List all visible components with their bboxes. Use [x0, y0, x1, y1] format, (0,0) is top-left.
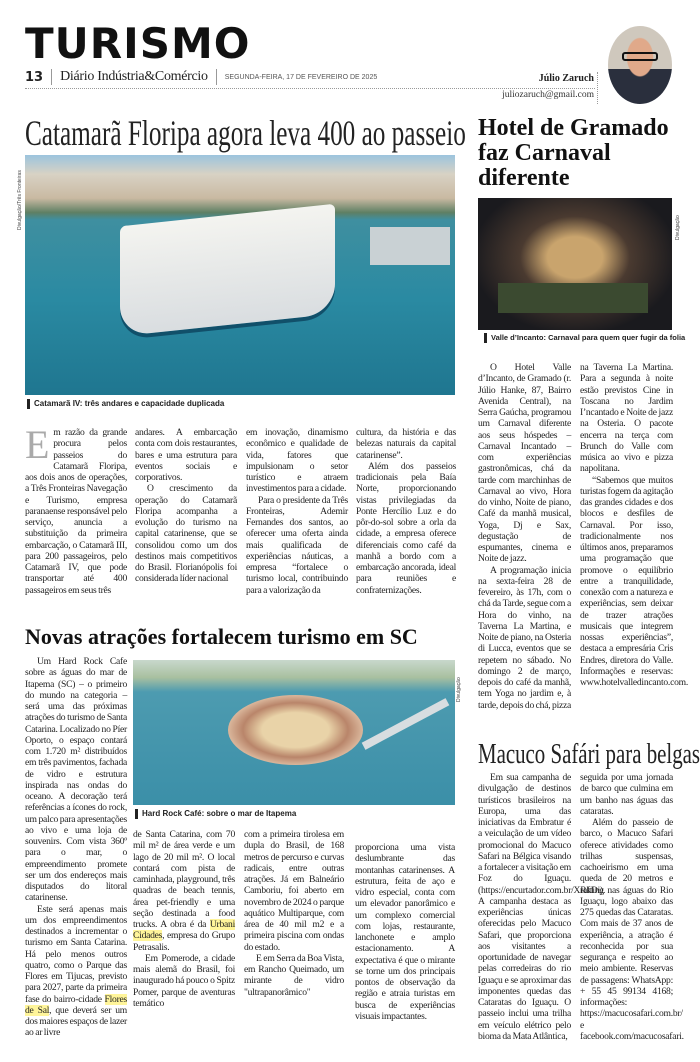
article-column [580, 772, 684, 1042]
paragraph: Em sua campanha de divulgação de destinos turísticos brasileiros na Europa, uma das iniciativas da Embratur é a veiculação de um vídeo promocional do Macuco Safari na Bélgica visando a fortalecer a visitação em Foz do Iguaçu. (https://encurtador.com.br/XRkDi). A campanha destaca as experiências únicas oferecidas pelo Macuco Safari, que proporciona aos visitantes a oportunidade de navegar pelas corredeiras do rio Iguaçu e se aproximar das imponentes quedas das Cataratas do Iguaçu. O passeio inclui uma trilha em veículo elétrico pelo bioma da Mata Atlântica, [478, 772, 606, 1042]
paragraph: E em Serra da Boa Vista, em Rancho Queimado, um mirante de vidro "ultrapanorâmico" [244, 952, 344, 998]
article-column [478, 362, 571, 711]
paragraph: O Hotel Valle d’Incanto, de Gramado (r. Júlio Hanke, 87, Bairro Avenida Central), na Serra Gaúcha, programou um Carnaval diferente aos seus hóspedes – Carnaval Incantado – com experiências gastronômicas, chá da tarde com marchinhas de Carnaval ao vivo, Hora do vinho, Noite de piano, Café da manhã musical, Yoga, Dj e Sax, degustação de espumantes, cinema e Noite de jazz. [478, 362, 571, 565]
paragraph: Para o presidente da Três Fronteiras, Ademir Fernandes dos santos, ao oferecer uma oferta ainda mais qualificada de experiências náuticas, a empresa “fortalece o turismo local, contribuindo para a valorização da [246, 494, 348, 596]
divider [216, 69, 217, 85]
headline-novas-atracoes: Novas atrações fortalecem turismo em SC [25, 624, 418, 649]
headline-catamara: Catamarã Floripa agora leva 400 ao passeio [25, 113, 466, 153]
issue-date: SEGUNDA-FEIRA, 17 DE FEVEREIRO DE 2025 [224, 73, 378, 81]
paragraph: “Sabemos que muitos turistas fogem da agitação das grandes cidades e dos blocos e desfiles de Carnaval. Por isso, tradicionalmente nos últimos anos, preparamos uma programação que promove o equilíbrio entre a tranquilidade, conexão com a natureza e experiências, sem deixar de trazer atrações musicais que integrem nossas experiências”, destaca a empresária Cris Endres, diretora do Valle. Informações e reservas: www.hotelvalledincanto.com. [580, 474, 688, 688]
article-column [133, 829, 235, 1009]
paragraph: m razão da grande procura pelos passeios do Catamarã Floripa, aos dois anos de operações, a Três Fronteiras Navegação e Turismo, empresa paranaense responsável pelo serviço, anuncia a substituição da primeira embarcação, o Catamarã III, para 200 passageiros, pelo Catamarã IV, que pode transportar até 400 passageiros em seus três [25, 427, 127, 596]
article-column [25, 422, 127, 596]
masthead [25, 68, 377, 86]
article-column [580, 362, 688, 688]
paragraph: Além dos passeios tradicionais pela Baía Norte, proporcionando vistas privilegiadas da Ponte Hercílio Luz e do pôr-do-sol sobre a orla da cidade, a empresa oferece diferenciais como café da manhã a bordo com a embarcação ancorada, ideal para reuniões e confraternizações. [356, 460, 456, 596]
divider [597, 72, 598, 104]
paragraph: Além do passeio de barco, o Macuco Safari oferece atividades como trilhas suspensas, cachoeirismo em uma queda de 20 metros e rafting nas águas do Rio Iguaçu, logo abaixo das 275 quedas das Cataratas. Com mais de 37 anos de experiência, a atração é reconhecida por sua segurança e respeito ao meio ambiente. Reservas de passagens: WhatsApp: + 55 45 99134 4168; informações: https://macucosafari.com.br/ e facebook.com/macucosafari. [580, 817, 684, 1042]
avatar-glasses [622, 52, 658, 61]
paragraph: Em Pomerode, a cidade mais alemã do Brasil, foi inaugurado há pouco o Spitz Pomer, parque de aventuras temático [133, 952, 235, 1009]
newspaper-name: Diário Indústria&Comércio [60, 69, 208, 84]
paragraph: A programação inicia na sexta-feira 28 de fevereiro, às 17h, com o chá da Tarde, segue com a Hora do vinho, na Taverna La Martina, e Noite de piano, na Osteria di Lucca, eventos que se repetem no sábado. No domingo 2 de março, depois do café da manhã, tem Yoga no jardim e, à tarde, depois do chá, pizza [478, 564, 572, 711]
photo-credit: Divulgação [456, 677, 462, 702]
author-avatar [608, 26, 672, 104]
article-column [355, 842, 455, 1022]
photo-caption: Hard Rock Café: sobre o mar de Itapema [135, 809, 296, 819]
paragraph: andares. A embarcação conta com dois restaurantes, bares e uma estrutura para eventos sociais e corporativos. [135, 427, 237, 483]
section-title: TURISMO [25, 19, 251, 68]
paragraph: , empresa do Grupo Petrasalis. [133, 930, 235, 953]
catamaran-boat [120, 204, 335, 337]
paragraph: cultura, da história e das belezas naturais da capital catarinense”. [356, 427, 456, 461]
pier [370, 227, 450, 265]
highlighted-link[interactable]: Flores de Sal [25, 993, 127, 1016]
article-column [244, 829, 344, 998]
author-name: Júlio Zaruch [538, 73, 594, 84]
paragraph: Um Hard Rock Cafe sobre as águas do mar de Itapema (SC) – o primeiro do mundo na categoria – será uma das próximas atrações do turismo de Santa Catarina. Localizado no Píer Oporto, o espaço contará com 1.720 m² distribuídos em três pavimentos, fachada de vidro e estrutura inspirada nas ondas do oceano. A decoração terá referências a ícones do rock, um palco para apresentações ao vivo e uma loja de souvenirs. Com vista 360º para o mar, o empreendimento promete ser um dos endereços mais disputados do litoral catarinense. [25, 656, 127, 904]
article-column [478, 772, 606, 1042]
article-column [135, 427, 237, 585]
headline-macuco-safari: Macuco Safári para belgas [478, 738, 700, 770]
paragraph: , que deverá ser um dos maiores espaços de lazer ao ar livre [25, 1004, 127, 1039]
divider [51, 69, 52, 85]
photo-hotel [478, 198, 672, 330]
paragraph: na Taverna La Martina. Para a segunda à noite estão previstos Cine in Toscana no Jardim I’ncantado e Noite de jazz na Osteria. O pacote encerra na terça com Brunch do Valle com música ao vivo e pizza napolitana. [580, 362, 673, 475]
page-number: 13 [25, 69, 44, 85]
photo-hard-rock [133, 660, 455, 805]
headline-hotel-gramado: Hotel de Gramado faz Carnaval diferente [478, 115, 669, 191]
photo-caption: Valle d’Incanto: Carnaval para quem quer fugir da folia [484, 333, 685, 343]
header-rule [25, 88, 595, 89]
pier-walkway [362, 698, 450, 750]
article-column [25, 656, 127, 1039]
paragraph: proporciona uma vista deslumbrante das montanhas catarinenses. A estrutura, feita de aço e vidro especial, conta com um elevador panorâmico e um complexo comercial com lojas, restaurante, lanchonete e amplo estacionamento. A expectativa é que o mirante se torne um dos principais pontos de observação da região e atraia turistas em busca de experiências visuais impactantes. [355, 842, 455, 1022]
article-column [246, 427, 348, 596]
article-column [356, 427, 456, 596]
paragraph: em inovação, dinamismo econômico e qualidade de vida, fatores que impulsionam o setor turístico e atraem investimentos para a cidade. [246, 427, 348, 495]
paragraph: com a primeira tirolesa em dupla do Brasil, de 168 metros de percurso e curvas radicais, entre outras atrações. Já em Balneário Camboriu, foi aberto em novembro de 2024 o parque aquático Multiparque, com área de 40 mil m2 e a primeira piscina com ondas do estado. [244, 829, 344, 953]
photo-catamaran [25, 155, 455, 395]
highlighted-link[interactable]: Urbani Cidades [133, 919, 235, 942]
garden [498, 283, 648, 313]
hard-rock-building [228, 695, 363, 765]
author-email[interactable]: juliozaruch@gmail.com [502, 90, 594, 100]
paragraph: seguida por uma jornada de barco que culmina em um banho nas águas das cataratas. [580, 772, 673, 817]
paragraph: O crescimento da operação do Catamarã Floripa acompanha a evolução do turismo na capital catarinense, que se consolidou como um dos destinos mais competitivos do Brasil. Florianópolis foi considerada líder nacional [135, 483, 237, 585]
paragraph: Este será apenas mais um dos empreendimentos destinados a incrementar o turismo em Santa Catarina. Há pelo menos outros quatro, como o Parque das Flores em Tijucas, previsto para 2027, parte da primeira fase do bairro-cidade [25, 903, 127, 1005]
photo-credit: Divulgação [675, 215, 681, 240]
drop-cap: E [25, 422, 50, 467]
photo-caption: Catamarã IV: três andares e capacidade duplicada [27, 399, 224, 409]
photo-credit: Divulgação/Três Fronteiras [17, 170, 23, 230]
paragraph: de Santa Catarina, com 70 mil m² de área verde e um lago de 20 mil m². O local contará com pista de caminhada, playground, três quadras de beach tennis, área pet-friendly e uma seção destinada a food trucks. A obra é da [133, 829, 235, 930]
